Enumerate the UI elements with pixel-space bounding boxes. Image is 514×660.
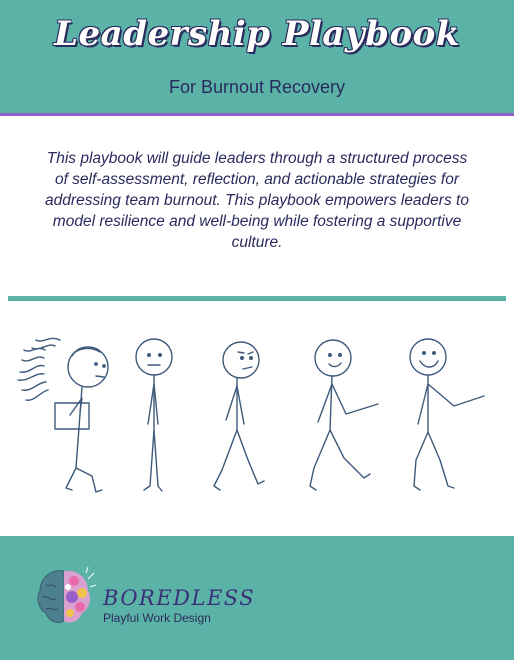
stick-figures-illustration xyxy=(0,320,514,510)
neutral-figure-icon xyxy=(136,339,172,491)
intro-paragraph: This playbook will guide leaders through a structured process of self-assessment, reflection, and actionable strategies for addressing team burnout. This playbook empowers leaders to model resilience and well-being while fostering a supportive culture. xyxy=(45,150,469,251)
thinking-figure-icon xyxy=(214,342,264,490)
header-rule xyxy=(0,113,514,116)
header-banner xyxy=(0,0,514,113)
stressed-figure-icon xyxy=(18,338,108,492)
page-title: Leadership Playbook xyxy=(54,14,460,54)
happy-figure-icon xyxy=(410,339,484,490)
section-divider xyxy=(8,296,506,301)
brain-icon xyxy=(32,565,96,629)
brand-tagline: Playful Work Design xyxy=(103,611,211,625)
page-subtitle: For Burnout Recovery xyxy=(168,77,346,97)
brand-name: BOREDLESS xyxy=(103,586,256,610)
walking-figure-icon xyxy=(310,340,378,490)
